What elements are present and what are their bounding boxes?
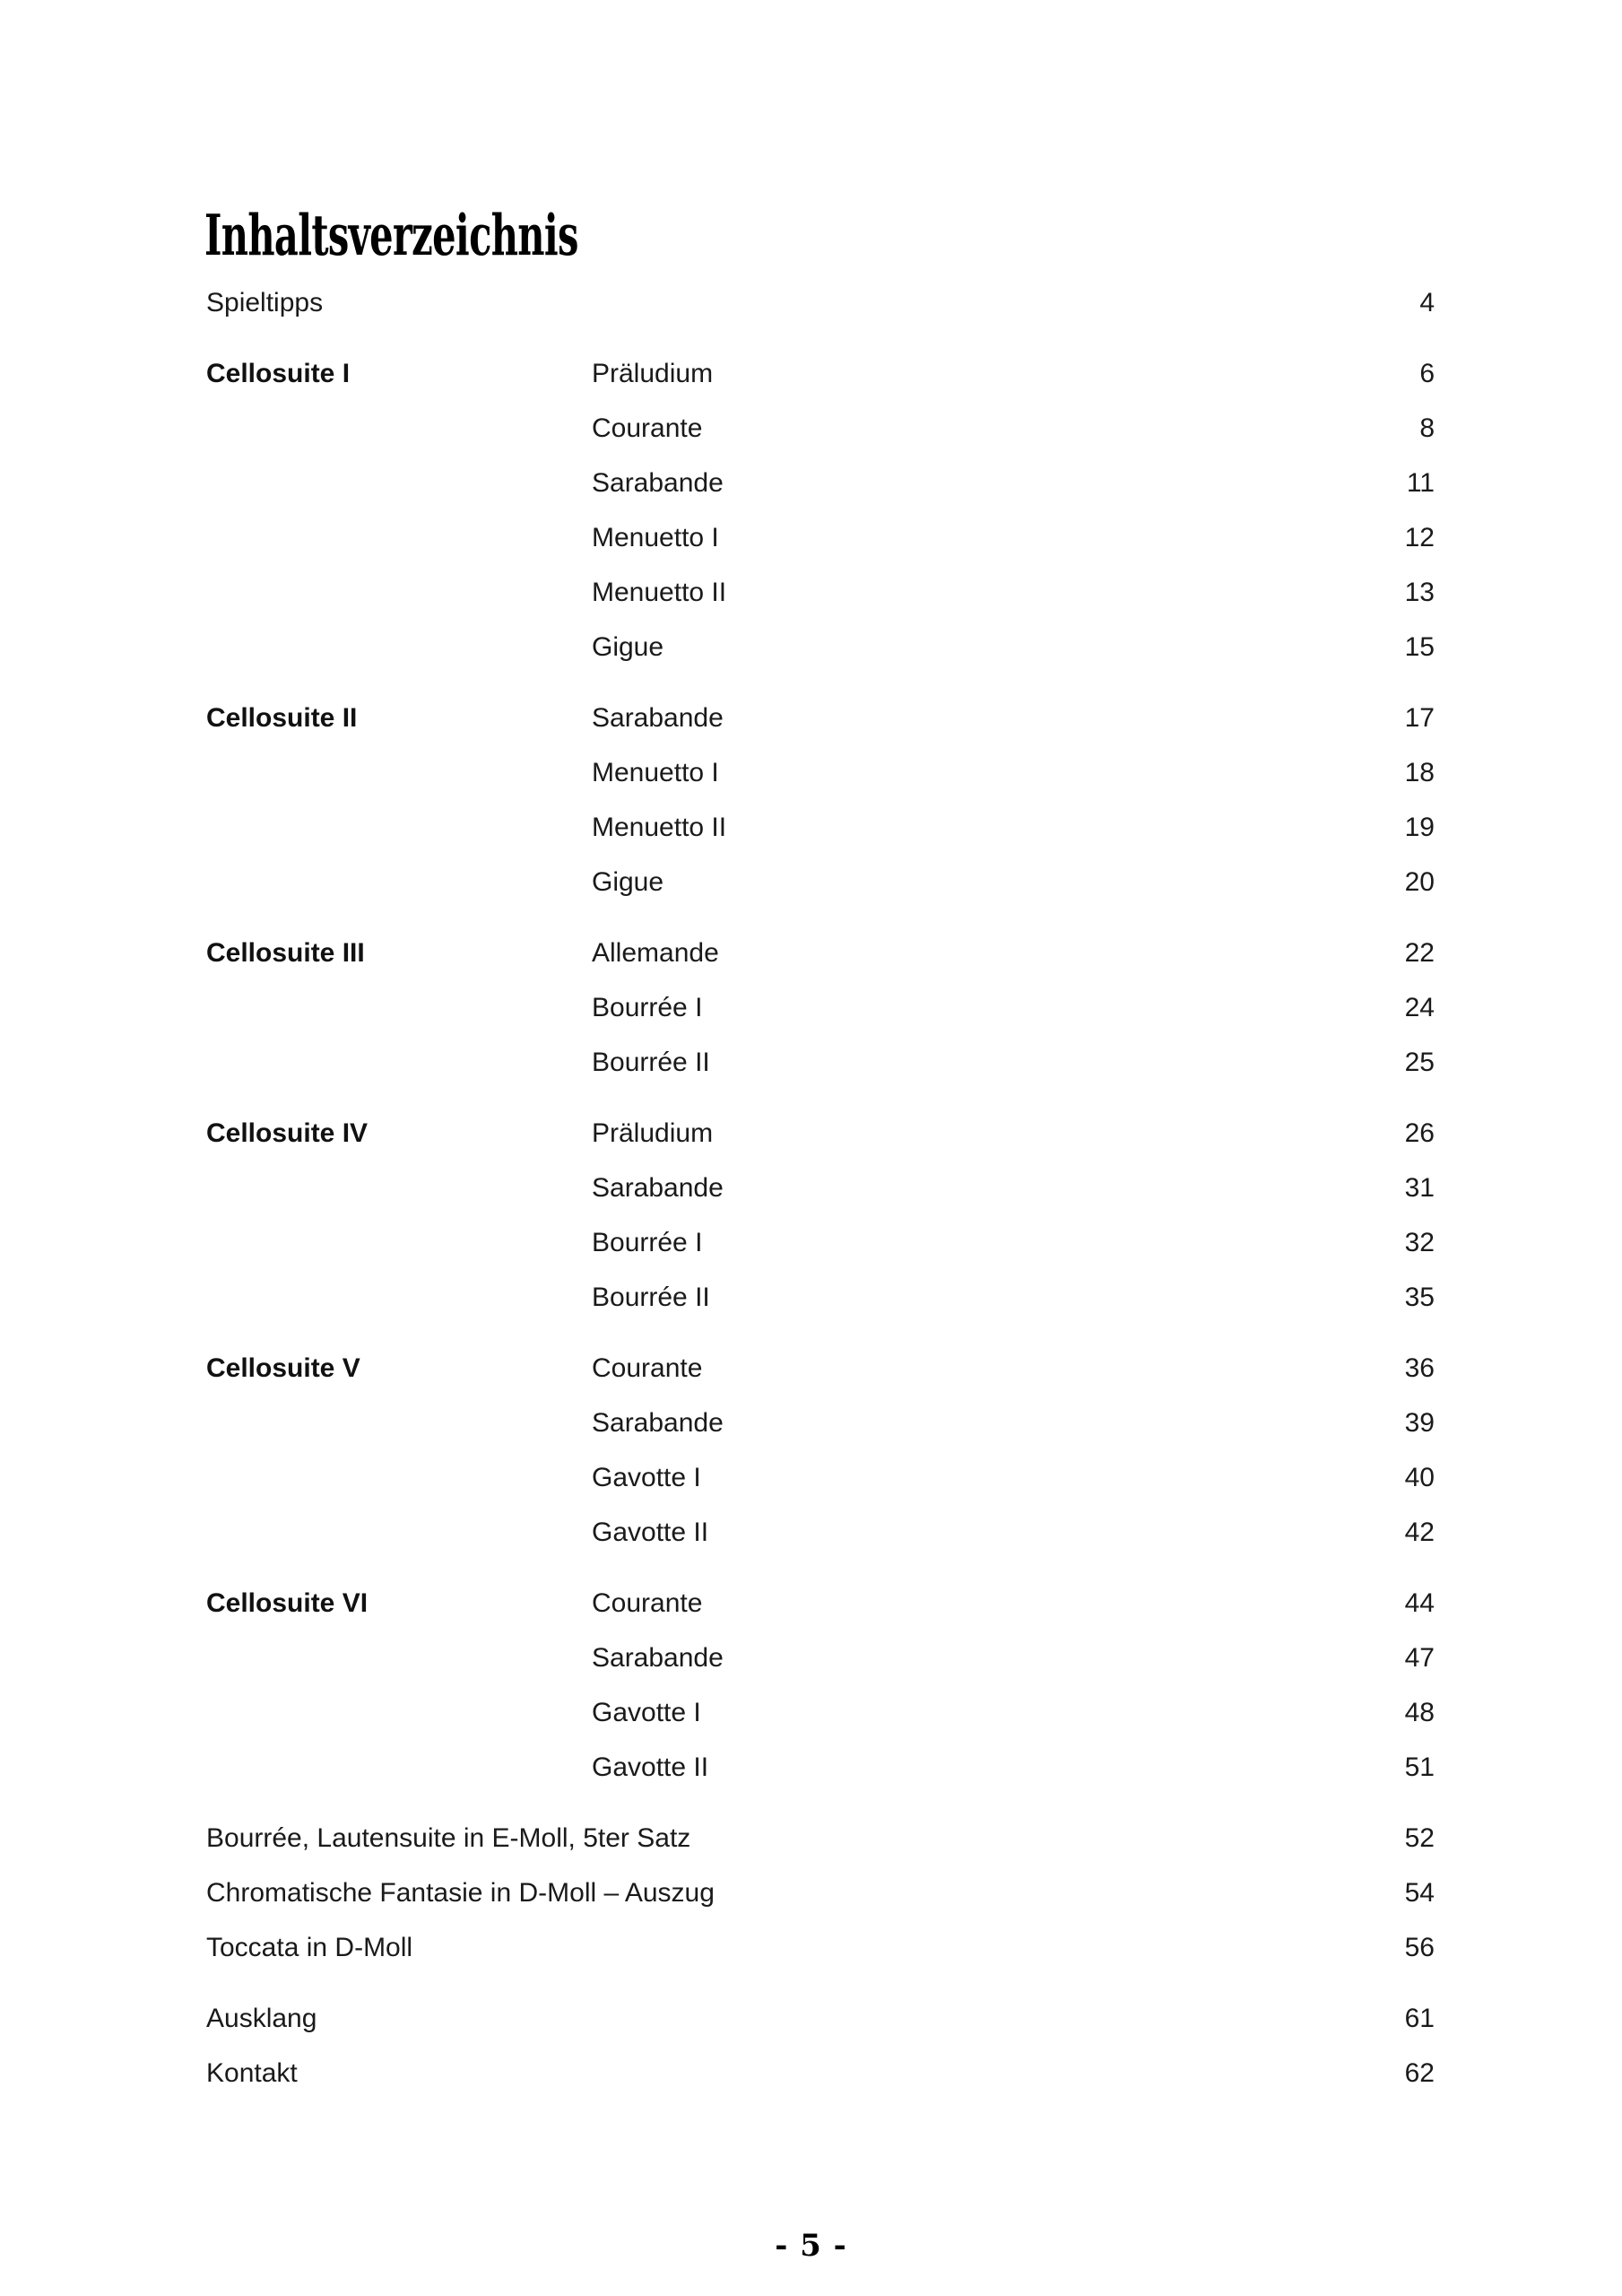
toc-section-label: Spieltipps (206, 288, 324, 317)
toc-movement-label: Gavotte I (592, 1463, 701, 1492)
toc-section-label: Cellosuite VI (206, 1588, 369, 1618)
toc-row (206, 1920, 1435, 1975)
toc-row (206, 980, 1435, 1035)
toc-section-label: Cellosuite IV (206, 1118, 369, 1148)
toc-row (206, 1215, 1435, 1270)
page-number-footer: - 5 - (775, 2228, 847, 2264)
toc (206, 275, 1435, 2100)
toc-row (206, 1811, 1435, 1866)
toc-movement-label: Präludium (592, 1118, 714, 1148)
toc-group (206, 1991, 1435, 2100)
toc-group (206, 1106, 1435, 1325)
toc-row (206, 926, 1435, 980)
toc-section-label: Cellosuite I (206, 359, 351, 388)
toc-group (206, 275, 1435, 330)
toc-row (206, 1270, 1435, 1325)
toc-page-number: 22 (1404, 938, 1435, 968)
toc-section-label: Ausklang (206, 2004, 317, 2033)
toc-movement-label: Sarabande (592, 703, 724, 733)
toc-page-number: 20 (1404, 867, 1435, 897)
toc-page-number: 15 (1404, 632, 1435, 662)
toc-movement-label: Menuetto I (592, 523, 719, 552)
toc-row (206, 510, 1435, 565)
toc-page-number: 42 (1404, 1518, 1435, 1547)
toc-movement-label: Sarabande (592, 1408, 724, 1438)
toc-row (206, 1396, 1435, 1450)
toc-movement-label: Gavotte I (592, 1698, 701, 1727)
toc-group (206, 1341, 1435, 1560)
toc-movement-label: Courante (592, 1588, 703, 1618)
toc-row (206, 1035, 1435, 1090)
toc-group (206, 1576, 1435, 1795)
toc-row (206, 1450, 1435, 1505)
toc-movement-label: Bourrée I (592, 1228, 703, 1257)
toc-page-number: 52 (1404, 1823, 1435, 1853)
toc-page-number: 18 (1404, 758, 1435, 787)
toc-section-label: Cellosuite V (206, 1353, 360, 1383)
toc-page-number: 4 (1419, 288, 1435, 317)
toc-row (206, 855, 1435, 909)
toc-page-number: 54 (1404, 1878, 1435, 1908)
toc-movement-label: Präludium (592, 359, 714, 388)
toc-row (206, 1740, 1435, 1795)
toc-movement-label: Menuetto I (592, 758, 719, 787)
toc-row (206, 1631, 1435, 1685)
toc-row (206, 1505, 1435, 1560)
toc-group (206, 1811, 1435, 1975)
toc-section-label: Cellosuite III (206, 938, 365, 968)
toc-page-number: 24 (1404, 993, 1435, 1022)
toc-row (206, 1341, 1435, 1396)
toc-row (206, 620, 1435, 674)
toc-row (206, 745, 1435, 800)
toc-section-label: Cellosuite II (206, 703, 358, 733)
toc-movement-label: Sarabande (592, 1643, 724, 1673)
toc-movement-label: Allemande (592, 938, 719, 968)
toc-section-label: Chromatische Fantasie in D-Moll – Auszug (206, 1878, 715, 1908)
toc-movement-label: Gavotte II (592, 1752, 709, 1782)
toc-movement-label: Sarabande (592, 1173, 724, 1203)
toc-movement-label: Sarabande (592, 468, 724, 498)
toc-row (206, 691, 1435, 745)
toc-row (206, 1866, 1435, 1920)
toc-row (206, 456, 1435, 510)
toc-page-number: 44 (1404, 1588, 1435, 1618)
toc-section-label: Bourrée, Lautensuite in E-Moll, 5ter Satz (206, 1823, 691, 1853)
toc-movement-label: Courante (592, 1353, 703, 1383)
toc-page-number: 6 (1419, 359, 1435, 388)
toc-page-number: 32 (1404, 1228, 1435, 1257)
toc-row (206, 275, 1435, 330)
toc-movement-label: Bourrée II (592, 1048, 710, 1077)
toc-group (206, 926, 1435, 1090)
toc-page-number: 11 (1406, 468, 1435, 498)
toc-page-number: 51 (1404, 1752, 1435, 1782)
toc-page-number: 26 (1404, 1118, 1435, 1148)
toc-row (206, 1161, 1435, 1215)
toc-section-label: Kontakt (206, 2058, 298, 2088)
toc-page-number: 62 (1404, 2058, 1435, 2088)
page-title: Inhaltsverzeichnis (204, 202, 578, 268)
toc-page-number: 13 (1404, 578, 1435, 607)
toc-movement-label: Gavotte II (592, 1518, 709, 1547)
toc-row (206, 2046, 1435, 2100)
toc-movement-label: Bourrée I (592, 993, 703, 1022)
toc-page-number: 48 (1404, 1698, 1435, 1727)
toc-movement-label: Gigue (592, 632, 664, 662)
toc-movement-label: Menuetto II (592, 813, 727, 842)
toc-row (206, 565, 1435, 620)
toc-page-number: 17 (1404, 703, 1435, 733)
toc-page-number: 25 (1404, 1048, 1435, 1077)
toc-row (206, 1106, 1435, 1161)
toc-movement-label: Gigue (592, 867, 664, 897)
toc-movement-label: Menuetto II (592, 578, 727, 607)
toc-page-number: 61 (1404, 2004, 1435, 2033)
toc-row (206, 1685, 1435, 1740)
toc-page-number: 56 (1404, 1933, 1435, 1962)
toc-page-number: 47 (1404, 1643, 1435, 1673)
toc-row (206, 1991, 1435, 2046)
toc-page-number: 36 (1404, 1353, 1435, 1383)
toc-section-label: Toccata in D-Moll (206, 1933, 413, 1962)
toc-group (206, 691, 1435, 909)
toc-page-number: 40 (1404, 1463, 1435, 1492)
toc-row (206, 800, 1435, 855)
toc-row (206, 346, 1435, 401)
toc-movement-label: Courante (592, 413, 703, 443)
toc-page-number: 12 (1404, 523, 1435, 552)
toc-row (206, 1576, 1435, 1631)
toc-page-number: 19 (1404, 813, 1435, 842)
toc-page-number: 31 (1404, 1173, 1435, 1203)
toc-row (206, 401, 1435, 456)
toc-page-number: 39 (1404, 1408, 1435, 1438)
toc-group (206, 346, 1435, 674)
toc-page-number: 35 (1404, 1283, 1435, 1312)
toc-page-number: 8 (1419, 413, 1435, 443)
toc-movement-label: Bourrée II (592, 1283, 710, 1312)
